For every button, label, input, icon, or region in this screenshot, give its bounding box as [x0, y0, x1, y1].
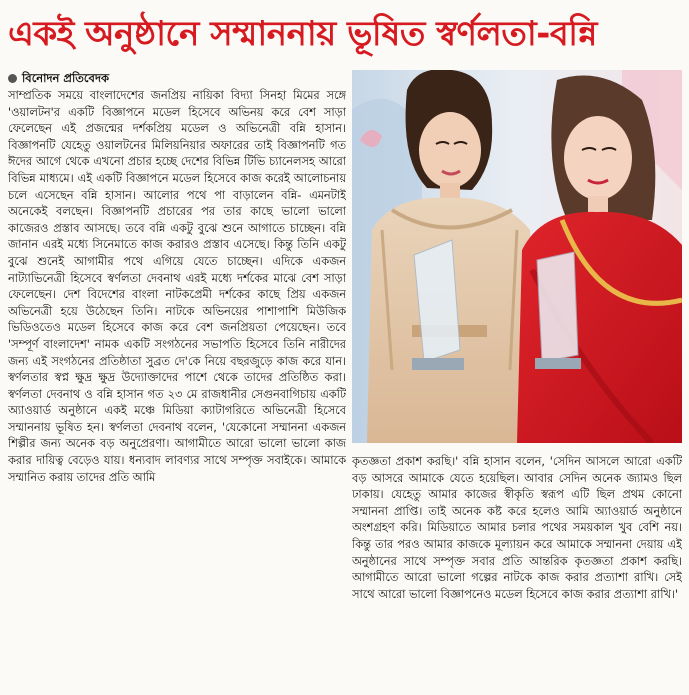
photo-illustration	[352, 70, 682, 443]
byline	[8, 70, 109, 86]
award-icon-right	[535, 252, 581, 369]
byline-text: বিনোদন প্রতিবেদক	[22, 71, 110, 85]
article-body-right: কৃতজ্ঞতা প্রকাশ করছি।' বন্নি হাসান বলেন, 'সেদিন আসলে আরো একটি বড় আসরে আমাকে যেতে হয়েছিল। আবার সেদিন অনেক জ্যামও ছিল ঢাকায়। যেহেতু আমার কাজের স্বীকৃতি স্বরূপ এটি ছিল প্রথম কোনো সম্মাননা প্রাপ্তি। তাই অনেক কষ্ট করে হলেও আমি অ্যাওয়ার্ড অনুষ্ঠানে অংশগ্রহণ করি। মিডিয়াতে আমার চলার পথের সময়কাল খুব বেশি নয়। কিন্তু তার পরও আমার কাজকে মূল্যায়ন করে আমাকে সম্মাননা দেয়ায় এই অনুষ্ঠানের সাথে সম্পৃক্ত সবার প্রতি আন্তরিক কৃতজ্ঞতা প্রকাশ করছি। আগামীতে আরো ভালো গল্পের নাটকে কাজ করার প্রত্যাশা রাখি। সেই সাথে আরো ভালো বিজ্ঞাপনেও মডেল হিসেবে কাজ করার প্রত্যাশা রাখি।'	[352, 455, 682, 601]
award-photo	[352, 70, 682, 443]
article-body-left: সাম্প্রতিক সময়ে বাংলাদেশের জনপ্রিয় নায়িকা বিদ্যা সিনহা মিমের সঙ্গে 'ওয়ালটন'র একটি বিজ্ঞাপনে মডেল হিসেবে অভিনয় করে বেশ সাড়া ফেলেছেন এই প্রজন্মের দর্শকপ্রিয় মডেল ও অভিনেত্রী বন্নি হাসান। বিজ্ঞাপনটি যেহেতু ওয়ালটনের মিলিয়নিয়ার অফারের তাই বিজ্ঞাপনটি গত ঈদের আগে থেকে এখনো প্রচার হচ্ছে দেশের বিভিন্ন টিভি চ্যানেলসহ আরো বিভিন্ন মাধ্যমে। এই একটি বিজ্ঞাপনে মডেল হিসেবে কাজ করেই আলোচনায় চলে এসেছেন বন্নি হাসান। আলোর পথে পা বাড়ালেন বন্নি- এমনটাই অনেকেই বলছেন। বিজ্ঞাপনটি প্রচারের পর তার কাছে ভালো ভালো কাজেরও প্রস্তাব আসছে। তবে বন্নি একটু বুঝে শুনে আগাতে চাচ্ছেন। বন্নি জানান এরই মধ্যে সিনেমাতে কাজ করারও প্রস্তাব এসেছে। কিন্তু তিনি একটু বুঝে শুনেই আগামীর পথে এগিয়ে যেতে চাচ্ছেন। এদিকে একজন নাট্যাভিনেত্রী হিসেবে স্বর্ণলতা দেবনাথ এরই মধ্যে দর্শকের মাঝে বেশ সাড়া ফেলেছেন। দেশ বিদেশের বাংলা নাটকপ্রেমী দর্শকের কাছে প্রিয় একজন অভিনেত্রী হয়ে উঠেছেন তিনি। নাটকে অভিনয়ের পাশাপাশি মিউজিক ভিডিওতেও মডেল হিসেবে কাজ করে বেশ জনপ্রিয়তা পেয়েছেন। তবে 'সম্পূর্ণ বাংলাদেশ' নামক একটি সংগঠনের সভাপতি হিসেবে তিনি নারীদের জন্য এই সংগঠনের প্রতিষ্ঠাতা সুব্রত দে'কে নিয়ে বছরজুড়ে কাজ করে যান। স্বর্ণলতার স্বপ্ন ক্ষুদ্র ক্ষুদ্র উদ্যোক্তাদের পাশে থেকে তাদের প্রতিষ্ঠিত করা। স্বর্ণলতা দেবনাথ ও বন্নি হাসান গত ২৩ মে রাজধানীর সেগুনবাগিচায় একটি অ্যাওয়ার্ড অনুষ্ঠানে একই মঞ্চে মিডিয়া ক্যাটাগরিতে অভিনেত্রী হিসেবে সম্মাননায় ভূষিত হন। স্বর্ণলতা দেবনাথ বলেন, 'যেকোনো সম্মাননা একজন শিল্পীর জন্য অনেক বড় অনুপ্রেরণা। আগামীতে আরো ভালো ভালো কাজ করার দায়িত্ব বেড়েও যায়। ধন্যবাদ লাবণ্যর সাথে সম্পৃক্ত সবাইকে। আমাকে সম্মানিত করায় তাদের প্রতি আমি	[8, 89, 346, 484]
headline: একই অনুষ্ঠানে সম্মাননায় ভূষিত স্বর্ণলতা-বন্নি	[8, 14, 597, 54]
bullet-icon	[8, 74, 17, 83]
